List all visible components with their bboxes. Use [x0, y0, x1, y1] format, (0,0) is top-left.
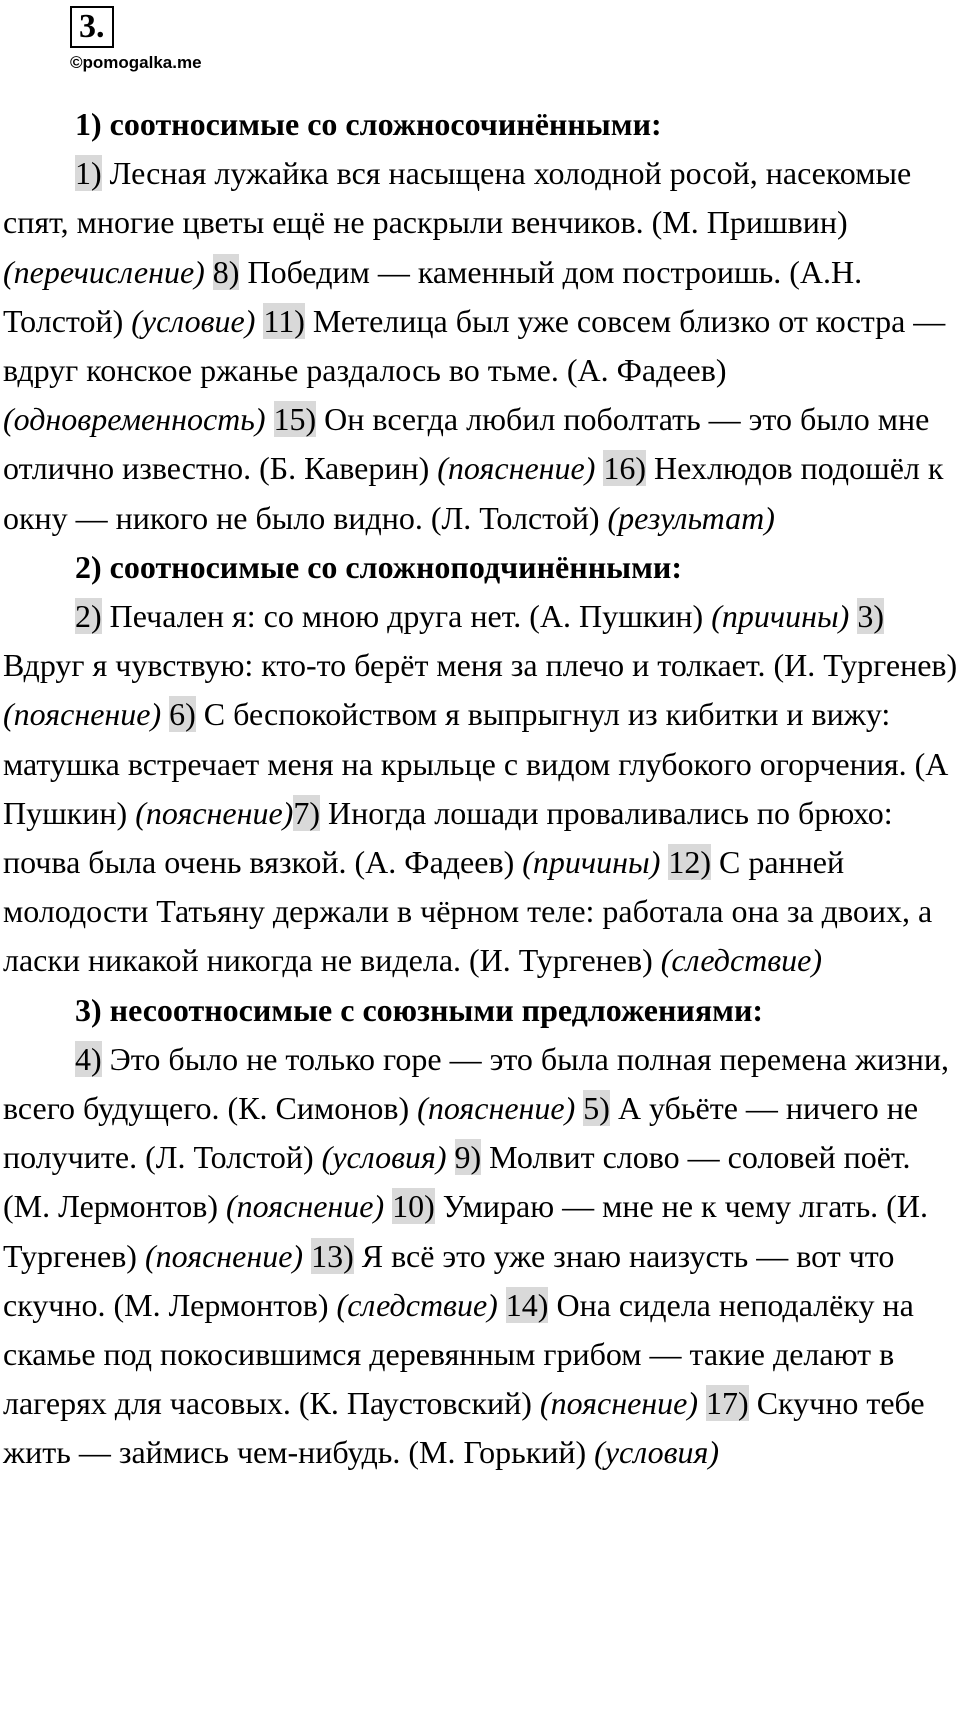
sentence-note: (причины): [711, 598, 850, 635]
sentence-note: (причины): [522, 844, 661, 881]
sentence-note: (пояснение): [226, 1188, 385, 1225]
section-heading: 1) соотносимые со сложносочинёнными:: [75, 106, 662, 142]
sentence-text: Метелица был уже совсем близко от костра — вдруг конское ржанье раздалось во тьме. (А. Фадеев): [3, 302, 946, 389]
sentence-text: Нехлюдов подошёл к окну — никого не было видно. (Л. Толстой): [3, 450, 944, 536]
sentence-number: 9): [454, 1139, 482, 1176]
sentence-note: (условие): [131, 302, 256, 339]
sentence-note: (следствие): [336, 1286, 498, 1323]
sentence-note: (результат): [607, 499, 775, 536]
sentence-text: Скучно тебе жить — займись чем-нибудь. (М. Горький): [3, 1385, 925, 1471]
sentence-note: (одновременность): [3, 401, 266, 438]
sentence-note: (пояснение): [539, 1385, 699, 1422]
sentence-note: (пояснение): [144, 1237, 304, 1274]
sentence-note: (пояснение): [3, 696, 162, 733]
section-heading: 3) несоотносимые с союзными предложениями:: [75, 991, 764, 1028]
sentence-number: 7): [293, 794, 320, 831]
sentence-number: 4): [75, 1040, 102, 1077]
sentence-text: А убьёте — ничего не получите. (Л. Толстой): [3, 1090, 919, 1176]
sentence-text: Это было не только горе — это была полная перемена жизни, всего будущего. (К. Симонов): [3, 1040, 949, 1127]
sentence-text: Молвит слово — соловей поёт. (М. Лермонтов): [3, 1139, 911, 1225]
sentence-text: Она сидела неподалёку на скамье под покосившимся деревянным грибом — такие делают в лагерях для часовых. (К. Паустовский): [3, 1286, 914, 1422]
sentence-text: Лесная лужайка вся насыщена холодной росой, насекомые спят, многие цветы ещё не раскрыли венчиков. (М. Пришвин): [3, 155, 912, 241]
sentence-note: (перечисление): [3, 253, 205, 290]
sentence-number: 2): [75, 598, 102, 635]
answer-content: [3, 100, 958, 1478]
sentence-number: 5): [583, 1090, 610, 1127]
sentence-text: С беспокойством я выпрыгнул из кибитки и вижу: матушка встречает меня на крыльце с видом глубокого огорчения. (А Пушкин): [3, 696, 949, 831]
sentence-number: 13): [311, 1237, 354, 1274]
sentence-number: 15): [273, 401, 317, 438]
sentence-number: 17): [706, 1385, 749, 1422]
section-paragraph: [3, 149, 958, 543]
sentence-number: 6): [169, 696, 196, 733]
sentence-note: (пояснение): [135, 794, 294, 831]
task-number: 3.: [70, 6, 114, 48]
sentence-text: Печален я: со мною друга нет. (А. Пушкин): [101, 598, 712, 635]
section-paragraph: [3, 1035, 958, 1478]
sentence-number: 14): [505, 1286, 549, 1323]
sentence-note: (условия): [321, 1139, 447, 1176]
sentence-number: 1): [75, 155, 102, 192]
sentence-number: 3): [857, 598, 884, 635]
sentence-text: Я всё это уже знаю наизусть — вот что скучно. (М. Лермонтов): [3, 1237, 895, 1323]
sentence-note: (пояснение): [417, 1090, 576, 1127]
sentence-note: (пояснение): [437, 450, 596, 487]
sentence-text: Победим — каменный дом построишь. (А.Н. Толстой): [3, 253, 863, 339]
sentence-number: 12): [668, 844, 711, 881]
sentence-text: Иногда лошади проваливались по брюхо: почва была очень вязкой. (А. Фадеев): [3, 794, 893, 881]
section-heading: 2) соотносимые со сложноподчинёнными:: [75, 548, 682, 585]
sentence-note: (условия): [594, 1434, 719, 1471]
sentence-number: 11): [263, 302, 305, 339]
sentence-text: Умираю — мне не к чему лгать. (И. Тургенев): [3, 1188, 928, 1274]
section-paragraph: [3, 592, 958, 986]
sentence-text: С ранней молодости Татьяну держали в чёрном теле: работала она за двоих, а ласки никакой никогда не видела. (И. Тургенев): [3, 844, 933, 979]
sentence-number: 16): [603, 450, 647, 487]
sentence-note: (следствие): [660, 942, 822, 979]
sentence-text: Вдруг я чувствую: кто-то берёт меня за плечо и толкает. (И. Тургенев): [3, 647, 958, 684]
source-watermark: ©pomogalka.me: [70, 53, 202, 72]
sentence-number: 8): [212, 253, 240, 290]
sentence-number: 10): [392, 1188, 435, 1225]
sentence-text: Он всегда любил поболтать — это было мне отлично известно. (Б. Каверин): [3, 401, 930, 487]
